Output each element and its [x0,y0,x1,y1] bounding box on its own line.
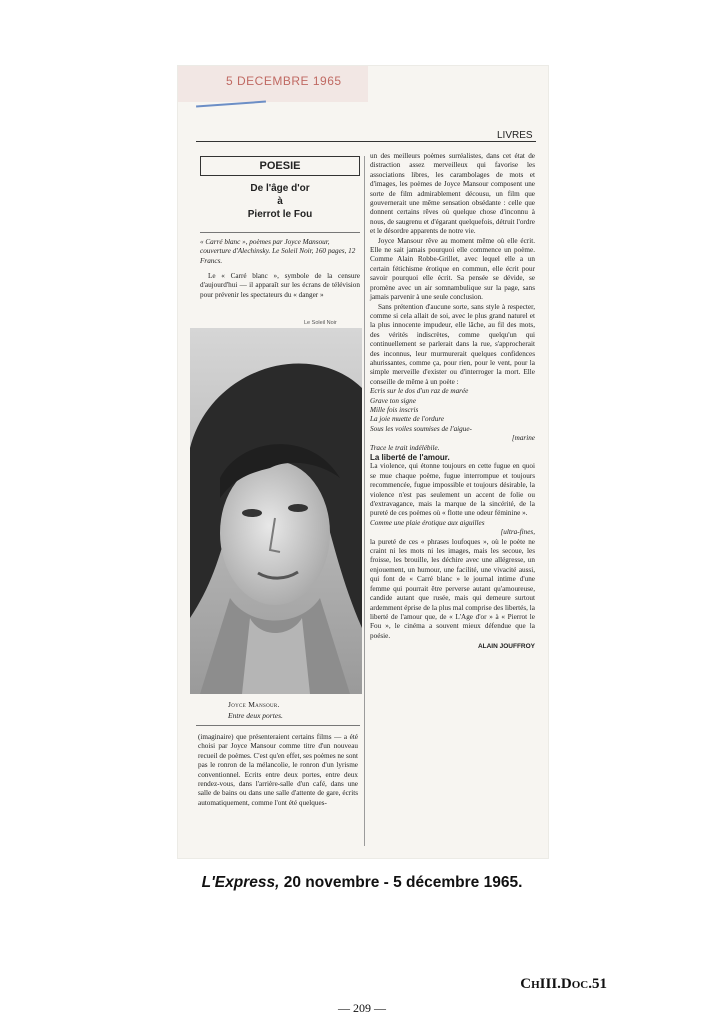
date-stamp: 5 DECEMBRE 1965 [226,74,342,88]
author-signature: ALAIN JOUFFROY [477,643,535,651]
poem-line: Trace le trait indélébile. [370,443,440,452]
book-credit: « Carré blanc », poèmes par Joyce Mansour, couverture d'Alechinsky. Le Soleil Noir, 160 pages, 12 Francs. [200,238,356,265]
paragraph: un des meilleurs poèmes surréalistes, dans cet état de distraction assez merveilleux qui favorise les associations libres, les carambolages de mots et d'images, les poèmes de Joyce Mansour composent une sorte de film admirablement décousu, un film que gouvernerait une même sensation obsédante : celle que donnent certains rêves où quelque chose d'inconnu à nous, de saugrenu et d'égarant quelquefois, détruit l'ordre et le désordre apparents de notre vie. [370,152,535,236]
photo-credit: Le Soleil Noir [304,320,337,326]
poem-line: [ultra-fines, [500,528,535,537]
right-column-text [370,152,535,652]
column-rule [364,156,365,846]
top-rule [196,141,536,142]
portrait-illustration [190,328,362,694]
author-portrait [190,328,362,694]
paragraph: Joyce Mansour rêve au moment même où elle écrit. Elle ne sait jamais pourquoi elle commence un poème. Comme Alain Robbe-Grillet, avec lequel elle a un certain fétichisme érotique en commun, elle écrit pour savoir pourquoi elle écrit. Sa pensée se dévide, se promène avec un air somnambulique sur la page, sans jamais parvenir à une seule conclusion. [370,236,535,302]
poem-line: Ecris sur le dos d'un raz de marée [370,387,469,396]
subheading: La liberté de l'amour. [370,453,450,462]
photo-caption-text: Entre deux portes. [228,711,283,720]
photo-caption-name: Joyce Mansour. [228,700,280,709]
left-column-text [198,733,358,808]
page-number: — 209 — [338,1001,386,1015]
source-citation [0,874,724,892]
headline [200,182,360,221]
paragraph: Sans prétention d'aucune sorte, sans style à respecter, comme si cela allait de soi, avec le plus grand naturel et la plus innocente impudeur, elle lâche, au fil des mots, des vérités indiscrètes, comme quelqu'un qui continuellement se parlerait dans la rue, s'approcherait des inconnus, leur murmurerait quelques confidences ahurissantes, comme ça, pour rien, pour le vent, pour la simple merveille d'exister ou d'interroger la mort. Elle conseille de même à un poète : [370,302,535,386]
paragraph: (imaginaire) que présenteraient certains films — a été choisi par Joyce Mansour comme titre d'un nouveau recueil de poèmes. C'est qu'en effet, ses poèmes ne sont pas le ronron de la mélancolie, le ronron d'un lyrisme conventionnel. Ecrits entre deux portes, entre deux rendez-vous, dans l'arrière-salle d'un café, dans une salle de bains ou dans une salle d'attente de gare, écrits automatiquement, comme l'ont été quelques- [198,733,358,807]
poem-line: Sous les voiles soumises de l'aigue- [370,424,472,433]
headline-line-1: De l'âge d'or [250,183,310,194]
intro-paragraph: Le « Carré blanc », symbole de la censure d'aujourd'hui — il apparaît sur les écrans de télévision pour prévenir les spectateurs du « danger » [200,272,360,299]
publication-name: L'Express, [201,874,280,891]
section-label: LIVRES [497,130,533,141]
poem-line: Grave ton signe [370,396,416,405]
document-reference: ChIII.Doc.51 [520,976,607,992]
headline-line-3: Pierrot le Fou [247,209,313,220]
paragraph: la pureté de ces « phrases loufoques », où le poète ne craint ni les mots ni les images, mais les secoue, les froisse, les brouille, les déchire avec une allégresse, un enjouement, un humour, une facilité, une vivacité aussi, qui font de « Carré blanc » le journal intime d'une femme qui pourrait être perverse autant qu'amoureuse, candide autant que rusée, mais qui demeure surtout ardemment éprise de la plus mal comprise des libertés, la liberté de l'amour que, de « L'Age d'or » à « Pierrot le Fou », le cinéma a souvent mieux défendue que la poésie. [370,537,535,640]
headline-line-2: à [277,196,283,207]
divider [200,232,360,233]
poem-line: Mille fois inscris [370,405,419,414]
poem-line: Comme une plaie érotique aux aiguilles [370,518,485,527]
publication-dates: 20 novembre - 5 décembre 1965. [283,874,523,891]
poem-line: [marine [511,434,535,443]
paragraph: La violence, qui étonne toujours en cette fugue en quoi se mue chaque poème, fugue interrompue et toujours recommencée, fugue impossible et toujours désirable, la violence n'est pas seulement un accent de folie ou d'extravagance, mais la marque de la sincérité, de la pureté de ces poèmes où « flotte une odeur féminine ». [370,462,535,518]
kicker-box: POESIE [200,156,360,176]
divider [196,725,360,726]
poem-line: La joie muette de l'ordure [370,415,445,424]
